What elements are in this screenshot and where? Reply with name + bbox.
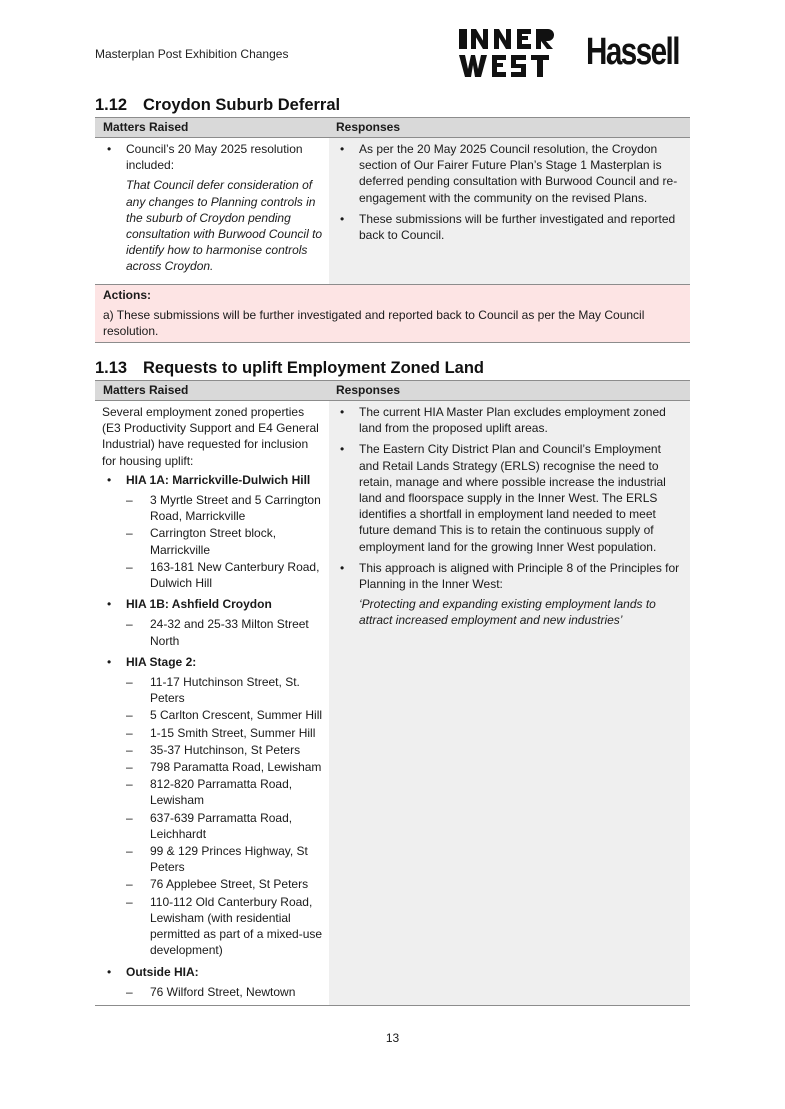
list-item — [102, 141, 323, 275]
group-hia-1b — [102, 596, 323, 649]
list-item: – 798 Paramatta Road, Lewisham — [126, 759, 323, 775]
actions-text: a) These submissions will be further investigated and reported back to Council as per the May Council resolution. — [103, 307, 645, 339]
list-item: – 35-37 Hutchinson, St Peters — [126, 742, 323, 758]
list-item: • These submissions will be further investigated and reported back to Council. — [335, 211, 682, 243]
intro-text: Several employment zoned properties (E3 Productivity Support and E4 General Industrial) have requested for inclusion for housing uplift: — [102, 405, 319, 468]
list-item: • The current HIA Master Plan excludes employment zoned land from the proposed uplift areas. — [335, 404, 682, 436]
list-item: – 76 Applebee Street, St Peters — [126, 876, 323, 892]
group-outside-hia — [102, 964, 323, 1000]
group-name: HIA Stage 2: — [126, 654, 197, 669]
matters-raised-header: Matters Raised — [103, 383, 189, 397]
responses-cell — [329, 401, 690, 1005]
resolution-quote: That Council defer consideration of any changes to Planning controls in the suburb of Croydon pending consultation with Burwood Council to identify how to harmonise controls across Croydon. — [126, 178, 323, 274]
croydon-deferral-table — [95, 117, 690, 343]
group-hia-stage-2 — [102, 654, 323, 959]
actions-row — [95, 284, 690, 344]
inner-west-logo — [458, 27, 556, 79]
list-item: – 812-820 Parramatta Road, Lewisham — [126, 776, 323, 808]
matters-cell — [95, 401, 329, 1005]
group-hia-1a — [102, 472, 323, 591]
list-item: – 637-639 Parramatta Road, Leichhardt — [126, 810, 323, 842]
list-item: – 3 Myrtle Street and 5 Carrington Road, Marrickville — [126, 492, 323, 524]
matters-raised-header: Matters Raised — [103, 120, 189, 134]
section-title: Croydon Suburb Deferral — [143, 96, 341, 114]
group-name: HIA 1B: Ashfield Croydon — [126, 597, 272, 612]
principle-quote: ‘Protecting and expanding existing employment lands to attract increased employment and new industries’ — [359, 597, 656, 628]
list-item: – 110-112 Old Canterbury Road, Lewisham (with residential permitted as part of a mixed-use development) — [126, 894, 323, 959]
section-1-13-heading — [95, 359, 484, 378]
list-item: • The Eastern City District Plan and Council’s Employment and Retail Lands Strategy (ERLS) recognise the need to retain, manage and where possible increase the industrial land and floorspace supply in the Inner West. The ERLS identifies a shortfall in employment land needed to meet future demand This is to retain the continuous supply of employment land for the growing Inner West population. — [335, 441, 682, 554]
table-row — [95, 138, 690, 284]
list-item: – 5 Carlton Crescent, Summer Hill — [126, 707, 323, 723]
page-number: 13 — [385, 1031, 400, 1045]
actions-title: Actions: — [103, 287, 151, 302]
list-item: – 76 Wilford Street, Newtown — [126, 984, 323, 1000]
table-header-row — [95, 380, 690, 401]
section-number: 1.12 — [95, 96, 128, 114]
matter-bullet: Council’s 20 May 2025 resolution included: — [126, 142, 303, 173]
list-item: – 163-181 New Canterbury Road, Dulwich Hill — [126, 559, 323, 591]
list-item: – Carrington Street block, Marrickville — [126, 525, 323, 557]
group-name: HIA 1A: Marrickville-Dulwich Hill — [126, 472, 311, 487]
principle-text: This approach is aligned with Principle 8 of the Principles for Planning in the Inner West: — [359, 560, 680, 592]
list-item: – 99 & 129 Princes Highway, St Peters — [126, 843, 323, 875]
list-item: • As per the 20 May 2025 Council resolution, the Croydon section of Our Fairer Future Plan’s Stage 1 Masterplan is deferred pending consultation with Burwood Council and re-engagement with the community on the revised Plans. — [335, 141, 682, 206]
list-item: – 1-15 Smith Street, Summer Hill — [126, 725, 323, 741]
responses-cell — [329, 138, 690, 284]
section-number: 1.13 — [95, 359, 128, 377]
matters-cell — [95, 138, 329, 284]
table-header-row — [95, 117, 690, 138]
section-title: Requests to uplift Employment Zoned Land — [143, 359, 485, 377]
hassell-logo: Hassell — [586, 31, 679, 73]
group-name: Outside HIA: — [126, 964, 199, 979]
employment-land-table — [95, 380, 690, 1006]
document-header-title: Masterplan Post Exhibition Changes — [95, 47, 289, 61]
list-item: – 11-17 Hutchinson Street, St. Peters — [126, 674, 323, 706]
list-item: – 24-32 and 25-33 Milton Street North — [126, 616, 323, 648]
list-item — [335, 560, 682, 629]
responses-header: Responses — [336, 383, 401, 397]
section-1-12-heading — [95, 96, 340, 115]
table-row — [95, 401, 690, 1005]
responses-header: Responses — [336, 120, 401, 134]
